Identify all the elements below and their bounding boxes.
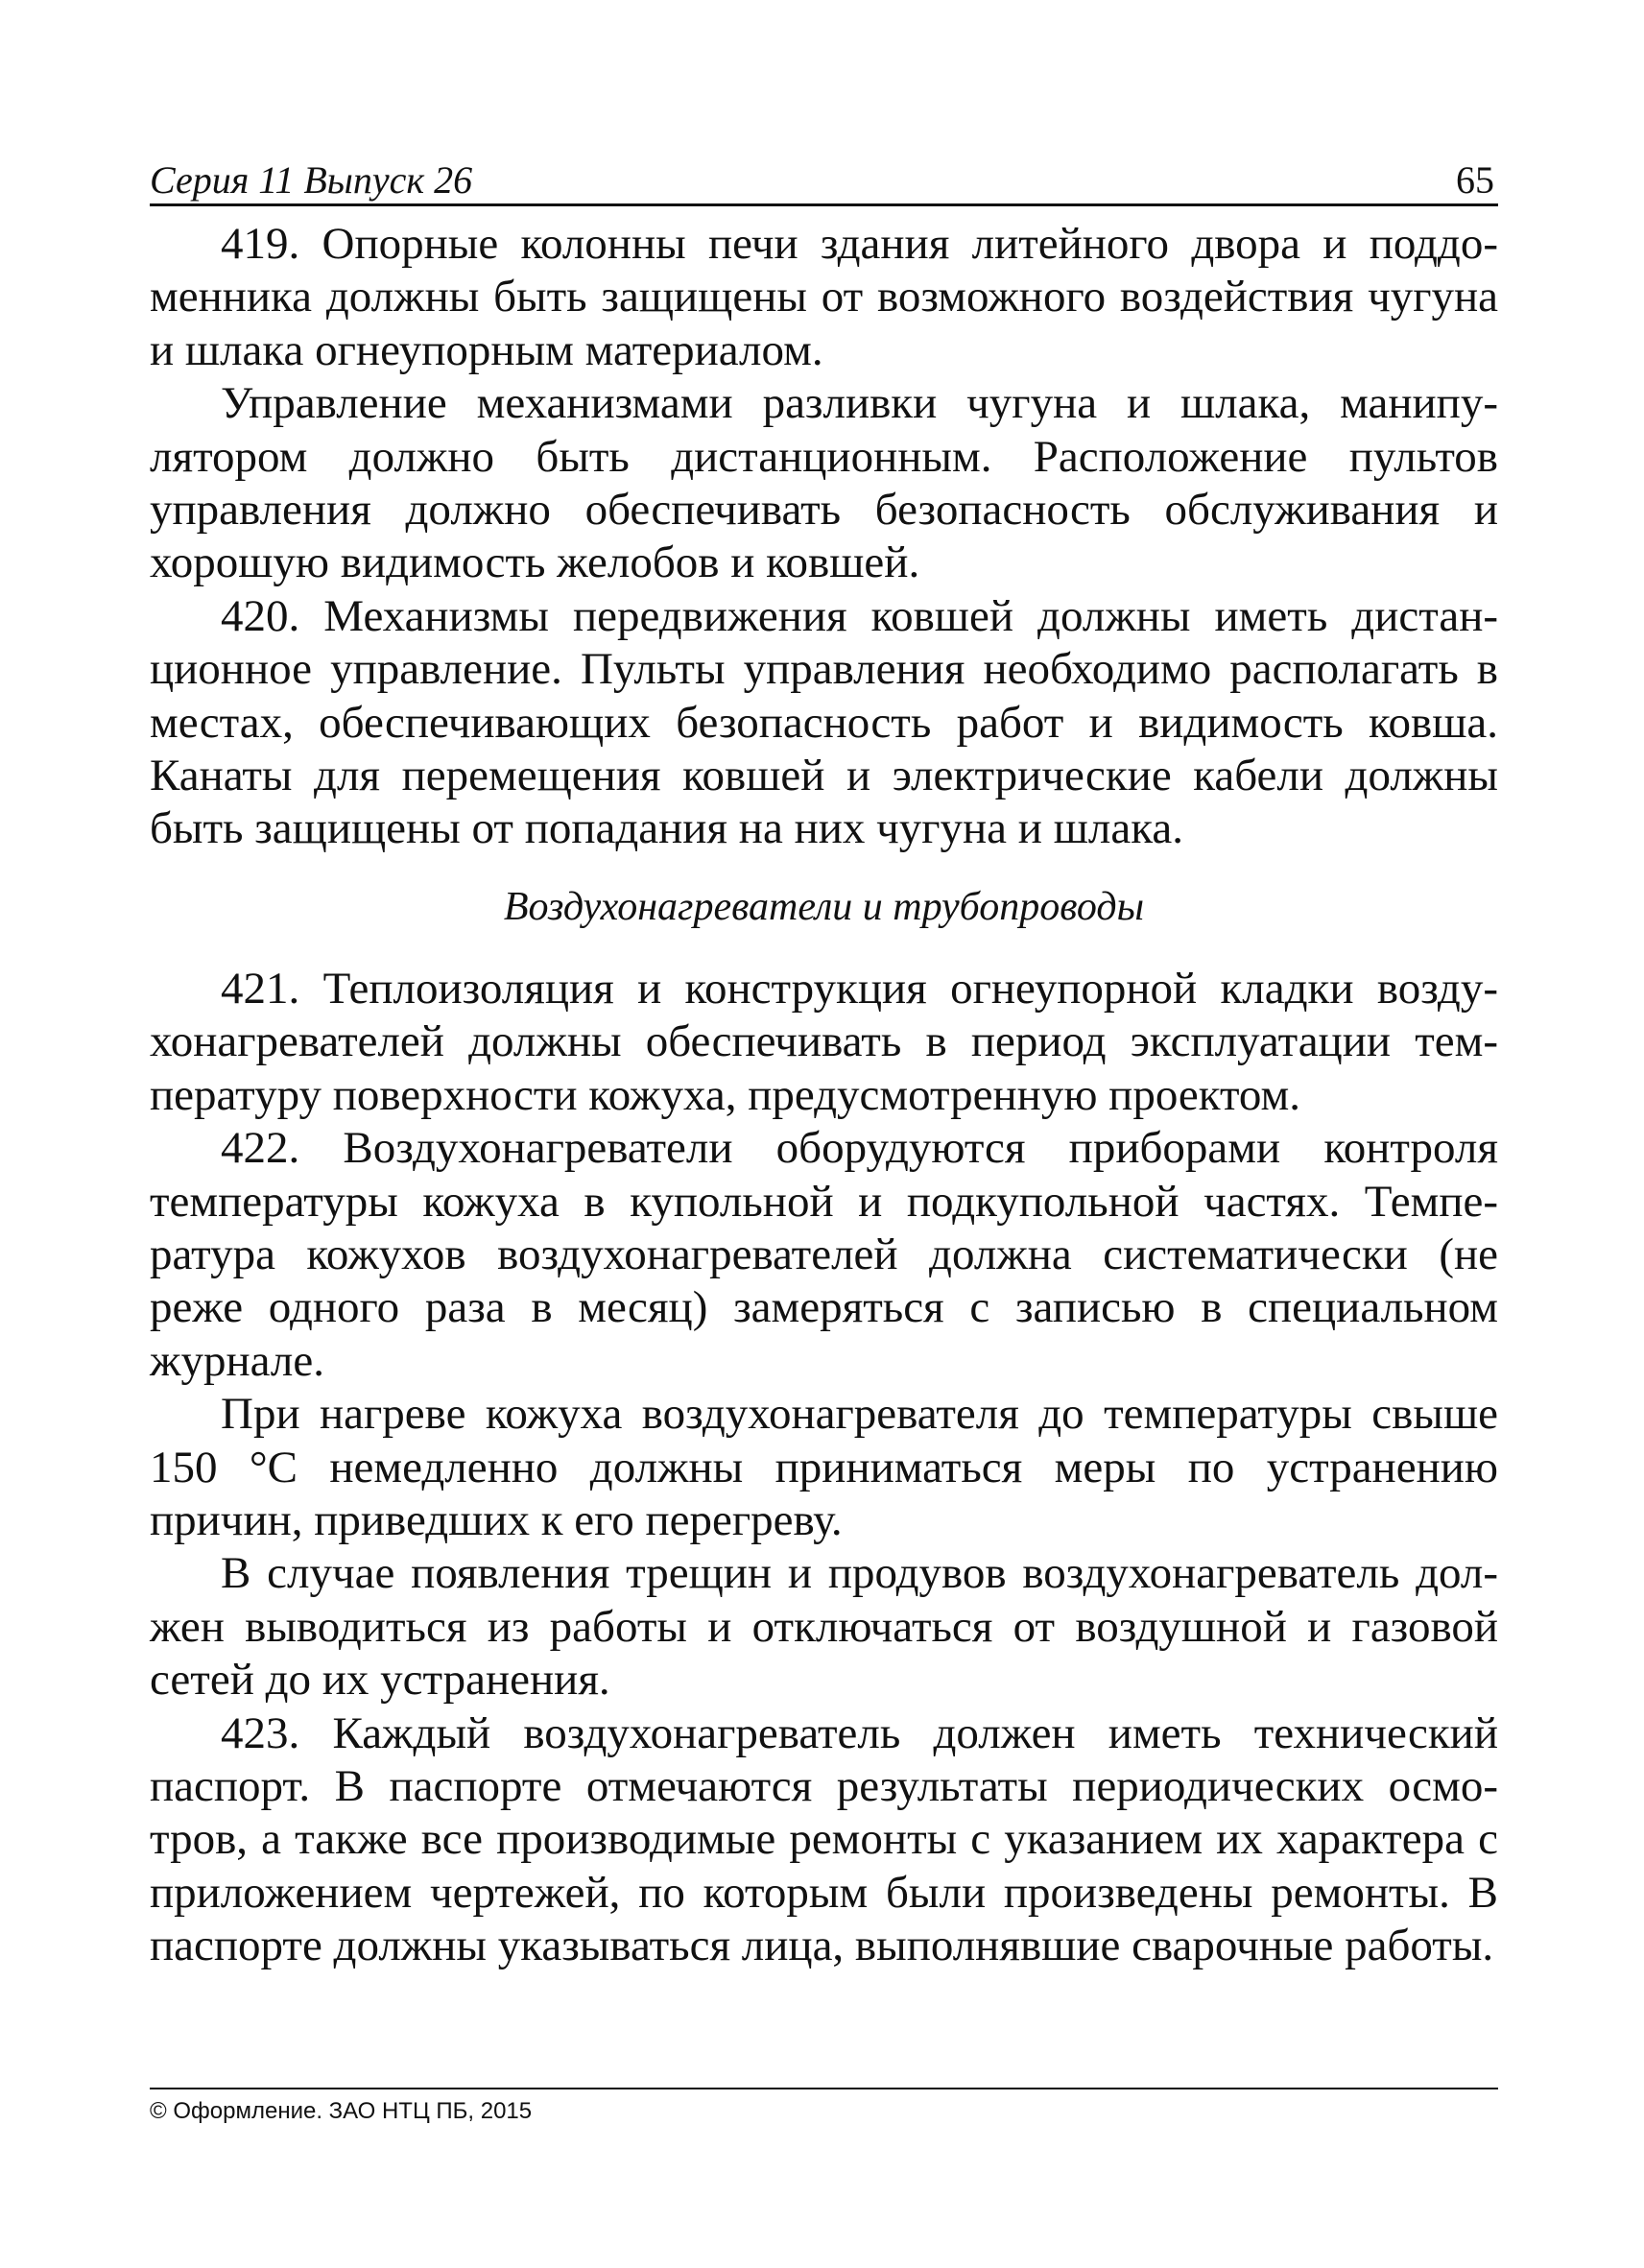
paragraph-423: 423. Каждый воздухонагреватель должен иметь технический паспорт. В паспорте отмечаются результаты периодических осмотров, а также все производимые ремонты с указанием их характера с приложением чертежей, по которым были произведены ремонты. В паспорте должны указываться лица, выполнявшие сварочные работы. (150, 1707, 1498, 1971)
copyright-notice: © Оформление. ЗАО НТЦ ПБ, 2015 (150, 2098, 533, 2124)
series-title: Серия 11 Выпуск 26 (150, 158, 473, 202)
running-header (150, 144, 1498, 206)
document-page (150, 144, 1498, 1973)
page-number: 65 (1456, 158, 1494, 202)
paragraph-420: 420. Механизмы передвижения ковшей должны иметь дистанционное управление. Пульты управления необходимо располагать в местах, обеспечивающих безопасность работ и видимость ковша. Канаты для перемещения ковшей и электрические кабели должны быть защищены от попадания на них чугуна и шлака. (150, 590, 1498, 854)
paragraph-422-cracks: В случае появления трещин и продувов воздухонагреватель должен выводиться из работы и отключаться от воздушной и газовой сетей до их устранения. (150, 1548, 1498, 1706)
paragraph-419-control: Управление механизмами разливки чугуна и шлака, манипулятором должно быть дистанционным. Расположение пультов управления должно обеспечивать безопасность обслуживания и хорошую видимость желобов и ковшей. (150, 378, 1498, 588)
paragraph-422-heating: При нагреве кожуха воздухонагревателя до температуры свыше 150 °С немедленно должны приниматься меры по устранению причин, приведших к его перегреву. (150, 1389, 1498, 1545)
paragraph-421: 421. Теплоизоляция и конструкция огнеупорной кладки воздухонагревателей должны обеспечивать в период эксплуатации температуру поверхности кожуха, предусмотренную проектом. (150, 963, 1498, 1120)
section-heading: Воздухонагреватели и трубопроводы (503, 884, 1145, 929)
body-text (150, 218, 1498, 1973)
paragraph-422: 422. Воздухонагреватели оборудуются приборами контроля температуры кожуха в купольной и подкупольной частях. Температура кожухов воздухонагревателей должна систематически (не реже одного раза в месяц) замеряться с записью в специальном журнале. (150, 1123, 1498, 1386)
paragraph-419: 419. Опорные колонны печи здания литейного двора и поддоменника должны быть защищены от возможного воздействия чугуна и шлака огнеупорным материалом. (150, 219, 1498, 375)
footer-divider (150, 2088, 1498, 2089)
